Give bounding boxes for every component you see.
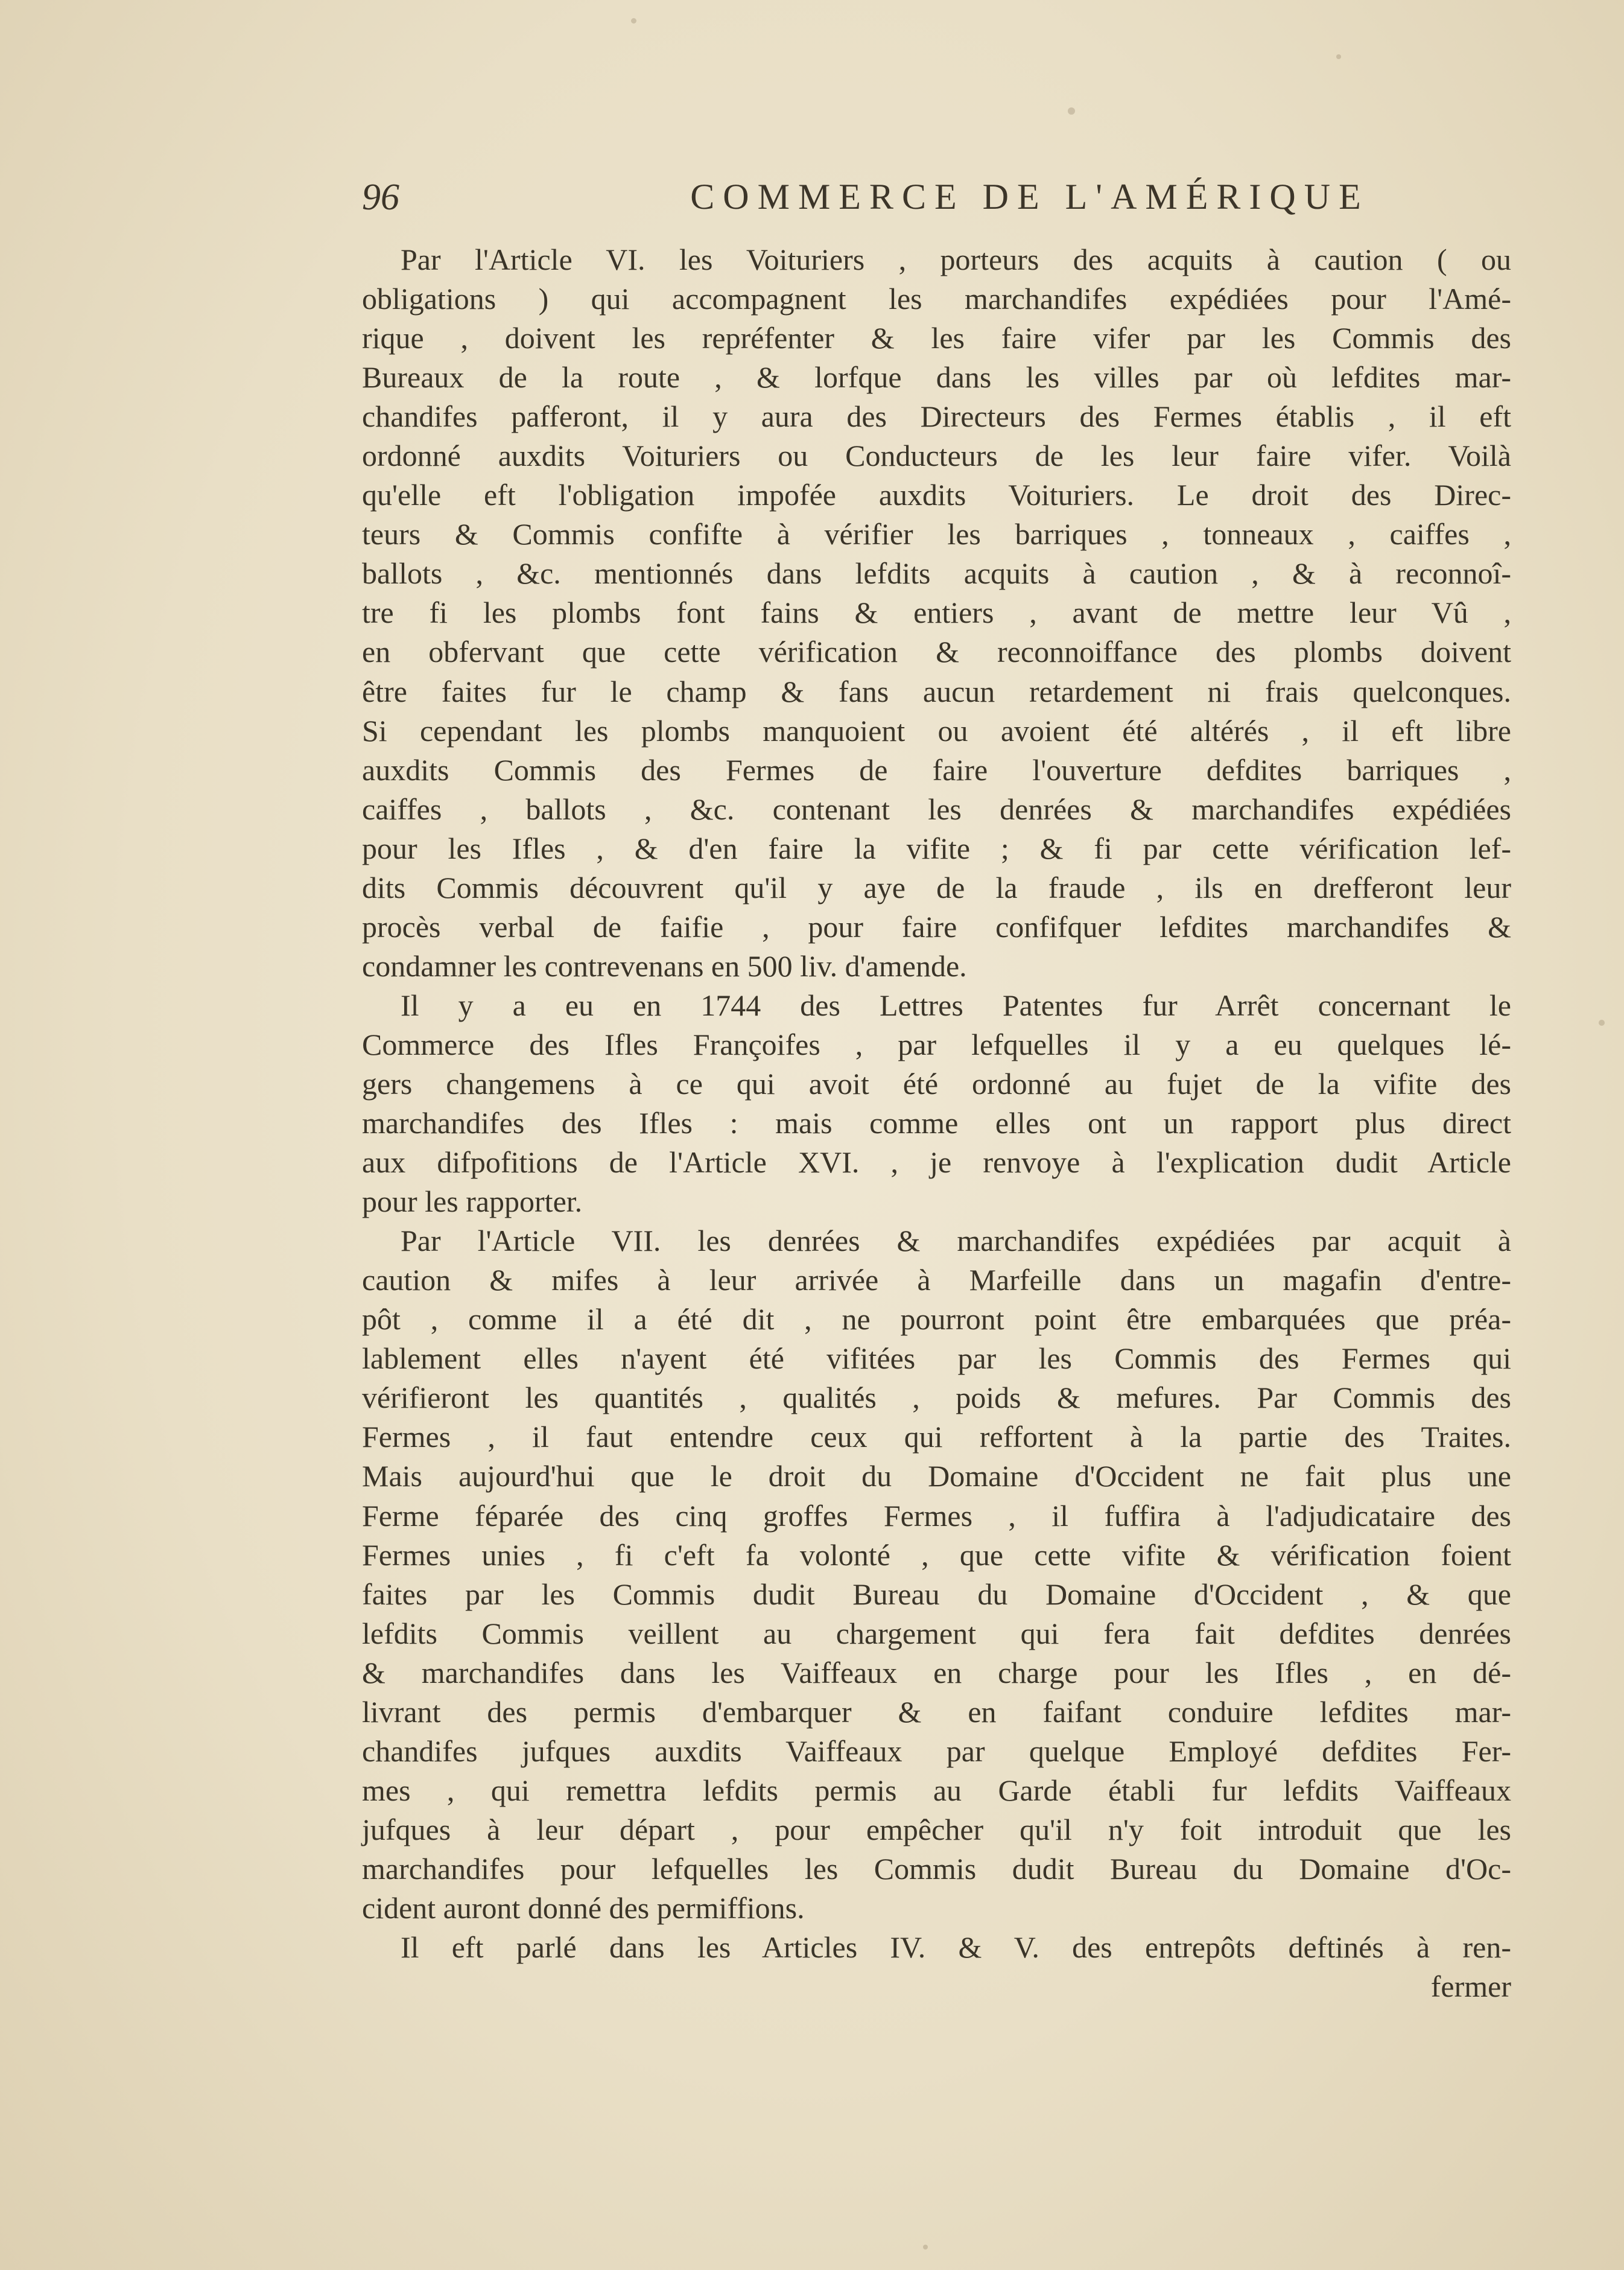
foxing-spot bbox=[631, 18, 636, 24]
text-line: mes , qui remettra lefdits permis au Garde établi fur lefdits Vaiffeaux bbox=[362, 1773, 1511, 1807]
text-line: condamner les contrevenans en 500 liv. d'amende. bbox=[362, 949, 967, 983]
text-line: livrant des permis d'embarquer & en faifant conduire lefdites mar- bbox=[362, 1694, 1511, 1729]
text-line: chandifes jufques auxdits Vaiffeaux par quelque Employé defdites Fer- bbox=[362, 1734, 1511, 1768]
text-line: chandifes pafferont, il y aura des Directeurs des Fermes établis , il eft bbox=[362, 399, 1511, 434]
text-line: Fermes unies , fi c'eft fa volonté , que cette vifite & vérification foient bbox=[362, 1537, 1511, 1572]
text-line: Ferme féparée des cinq groffes Fermes , il fuffira à l'adjudicataire des bbox=[362, 1498, 1511, 1533]
page-number: 96 bbox=[362, 177, 399, 218]
text-line: faites par les Commis dudit Bureau du Domaine d'Occident , & que bbox=[362, 1577, 1511, 1611]
text-line: Il y a eu en 1744 des Lettres Patentes fur Arrêt concernant le bbox=[401, 988, 1511, 1022]
text-line: marchandifes pour lefquelles les Commis dudit Bureau du Domaine d'Oc- bbox=[362, 1851, 1511, 1886]
text-line: pour les rapporter. bbox=[362, 1184, 583, 1219]
text-line: tre fi les plombs font fains & entiers , avant de mettre leur Vû , bbox=[362, 596, 1511, 630]
text-line: être faites fur le champ & fans aucun retardement ni frais quelconques. bbox=[362, 674, 1511, 708]
text-line: & marchandifes dans les Vaiffeaux en charge pour les Ifles , en dé- bbox=[362, 1655, 1511, 1690]
text-line: pôt , comme il a été dit , ne pourront point être embarquées que préa- bbox=[362, 1302, 1511, 1337]
text-line: marchandifes des Ifles : mais comme elles ont un rapport plus direct bbox=[362, 1106, 1511, 1140]
running-title: COMMERCE DE L'AMÉRIQUE bbox=[690, 177, 1369, 217]
text-line: ordonné auxdits Voituriers ou Conducteurs de les leur faire vifer. Voilà bbox=[362, 439, 1511, 473]
text-line: auxdits Commis des Fermes de faire l'ouverture defdites barriques , bbox=[362, 752, 1511, 787]
text-line: Par l'Article VII. les denrées & marchandifes expédiées par acquit à bbox=[401, 1224, 1511, 1258]
text-line: aux difpofitions de l'Article XVI. , je renvoye à l'explication dudit Article bbox=[362, 1145, 1511, 1180]
text-line: dits Commis découvrent qu'il y aye de la fraude , ils en drefferont leur bbox=[362, 870, 1511, 905]
catchword: fermer bbox=[1430, 1970, 1511, 2004]
text-line: Bureaux de la route , & lorfque dans les villes par où lefdites mar- bbox=[362, 360, 1511, 395]
text-line: caiffes , ballots , &c. contenant les denrées & marchandifes expédiées bbox=[362, 792, 1511, 826]
text-line: cident auront donné des permiffions. bbox=[362, 1890, 805, 1925]
text-line: rique , doivent les repréfenter & les faire vifer par les Commis des bbox=[362, 321, 1511, 355]
foxing-spot bbox=[923, 2245, 928, 2249]
text-line: Fermes , il faut entendre ceux qui reffortent à la partie des Traites. bbox=[362, 1420, 1511, 1454]
text-line: teurs & Commis confifte à vérifier les barriques , tonneaux , caiffes , bbox=[362, 517, 1511, 552]
page-header bbox=[362, 176, 1520, 224]
text-line: caution & mifes à leur arrivée à Marfeille dans un magafin d'entre- bbox=[362, 1263, 1511, 1297]
text-line: gers changemens à ce qui avoit été ordonné au fujet de la vifite des bbox=[362, 1066, 1511, 1101]
foxing-spot bbox=[1599, 1020, 1605, 1026]
text-line: obligations ) qui accompagnent les marchandifes expédiées pour l'Amé- bbox=[362, 282, 1511, 316]
text-line: lablement elles n'ayent été vifitées par les Commis des Fermes qui bbox=[362, 1341, 1511, 1376]
text-line: vérifieront les quantités , qualités , poids & mefures. Par Commis des bbox=[362, 1381, 1511, 1415]
text-line: procès verbal de faifie , pour faire confifquer lefdites marchandifes & bbox=[362, 909, 1511, 944]
text-line: Si cependant les plombs manquoient ou avoient été altérés , il eft libre bbox=[362, 713, 1511, 748]
text-line: jufques à leur départ , pour empêcher qu'il n'y foit introduit que les bbox=[362, 1812, 1511, 1846]
text-line: pour les Ifles , & d'en faire la vifite ; & fi par cette vérification lef- bbox=[362, 831, 1511, 865]
text-line: Par l'Article VI. les Voituriers , porteurs des acquits à caution ( ou bbox=[401, 243, 1511, 276]
text-line: en obfervant que cette vérification & reconnoiffance des plombs doivent bbox=[362, 635, 1511, 669]
text-line: Mais aujourd'hui que le droit du Domaine d'Occident ne fait plus une bbox=[362, 1459, 1511, 1493]
text-line: Il eft parlé dans les Articles IV. & V. des entrepôts deftinés à ren- bbox=[401, 1930, 1511, 1965]
text-line: lefdits Commis veillent au chargement qui fera fait defdites denrées bbox=[362, 1616, 1511, 1650]
body-text bbox=[362, 240, 1511, 2006]
text-line: qu'elle eft l'obligation impofée auxdits Voituriers. Le droit des Direc- bbox=[362, 478, 1511, 512]
foxing-spot bbox=[1336, 54, 1341, 59]
text-line: ballots , &c. mentionnés dans lefdits acquits à caution , & à reconnoî- bbox=[362, 556, 1511, 591]
text-line: Commerce des Ifles Françoifes , par lefquelles il y a eu quelques lé- bbox=[362, 1027, 1511, 1061]
foxing-spot bbox=[1068, 107, 1075, 115]
